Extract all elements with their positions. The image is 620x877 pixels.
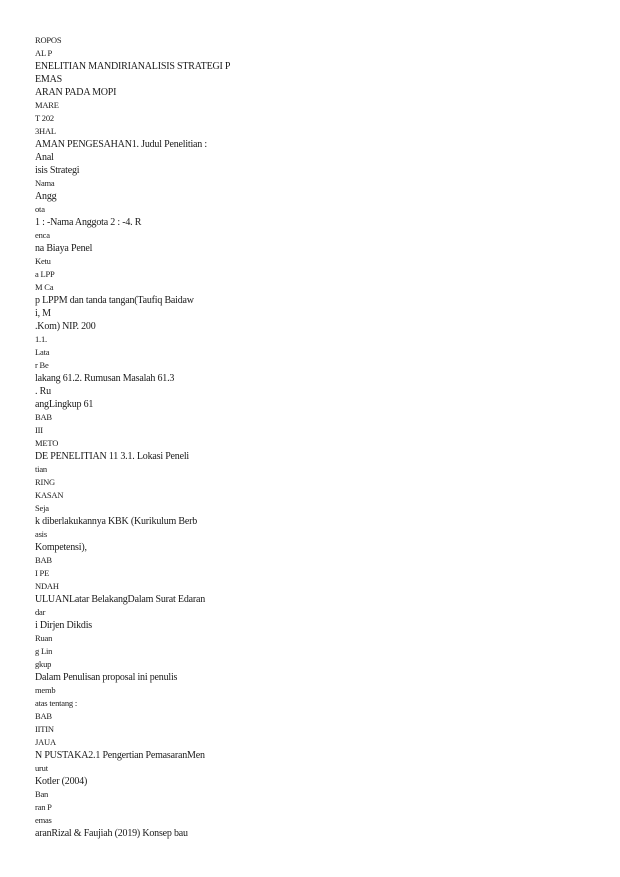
text-line: Kompetensi), [35, 542, 87, 553]
text-line: k diberlakukannya KBK (Kurikulum Berb [35, 516, 198, 527]
text-line: emas [35, 815, 52, 825]
text-line: BAB [35, 412, 52, 422]
text-line: Ketu [35, 256, 51, 266]
text-line: na Biaya Penel [35, 243, 93, 254]
text-line: N PUSTAKA2.1 Pengertian PemasaranMen [35, 750, 205, 761]
text-line: DE PENELITIAN 11 3.1. Lokasi Peneli [35, 451, 189, 462]
text-line: NDAH [35, 581, 59, 591]
text-line: r Be [35, 360, 49, 370]
text-line: I PE [35, 568, 50, 578]
text-line: angLingkup 61 [35, 399, 94, 410]
text-line: ran P [35, 802, 52, 812]
document-text-lines [35, 34, 595, 840]
text-line: i Dirjen Dikdis [35, 620, 92, 631]
text-line: lakang 61.2. Rumusan Masalah 61.3 [35, 373, 175, 384]
text-line: AMAN PENGESAHAN1. Judul Penelitian : [35, 139, 207, 150]
text-line: METO [35, 438, 59, 448]
text-line: ULUANLatar BelakangDalam Surat Edaran [35, 594, 206, 605]
text-line: AL P [35, 48, 53, 58]
text-line: Dalam Penulisan proposal ini penulis [35, 672, 178, 683]
text-line: 1 : -Nama Anggota 2 : -4. R [35, 217, 142, 228]
text-line: .Kom) NIP. 200 [35, 321, 96, 332]
text-line: ARAN PADA MOPI [35, 87, 117, 98]
text-line: tian [35, 464, 47, 474]
text-line: Ban [35, 789, 49, 799]
text-line: ota [35, 204, 45, 214]
text-line: ROPOS [35, 35, 62, 45]
text-line: III [35, 425, 43, 435]
text-line: g Lin [35, 646, 53, 656]
text-line: memb [35, 685, 56, 695]
text-line: urut [35, 763, 48, 773]
text-line: EMAS [35, 74, 62, 85]
text-line: ENELITIAN MANDIRIANALISIS STRATEGI P [35, 61, 231, 72]
text-line: a LPP [35, 269, 55, 279]
text-line: KASAN [35, 490, 64, 500]
text-line: Seja [35, 503, 49, 513]
text-line: 1.1. [35, 334, 47, 344]
text-line: MARE [35, 100, 59, 110]
text-line: 3HAL [35, 126, 56, 136]
text-line: aranRizal & Faujiah (2019) Konsep bau [35, 828, 188, 839]
text-line: IITIN [35, 724, 54, 734]
text-line: M Ca [35, 282, 54, 292]
text-line: Nama [35, 178, 55, 188]
text-line: T 202 [35, 113, 54, 123]
text-line: gkup [35, 659, 52, 669]
text-line: enca [35, 230, 50, 240]
text-line: Lata [35, 347, 50, 357]
text-line: . Ru [35, 386, 51, 397]
text-line: dar [35, 607, 46, 617]
text-line: Angg [35, 191, 57, 202]
text-line: BAB [35, 555, 52, 565]
text-line: Kotler (2004) [35, 776, 88, 787]
text-line: Anal [35, 152, 54, 163]
text-line: atas tentang : [35, 698, 78, 708]
text-line: RING [35, 477, 55, 487]
text-line: asis [35, 529, 47, 539]
text-line: Ruan [35, 633, 53, 643]
text-line: BAB [35, 711, 52, 721]
text-line: p LPPM dan tanda tangan(Taufiq Baidaw [35, 295, 194, 306]
text-line: isis Strategi [35, 165, 80, 176]
text-line: JAUA [35, 737, 56, 747]
text-line: i, M [35, 308, 51, 319]
